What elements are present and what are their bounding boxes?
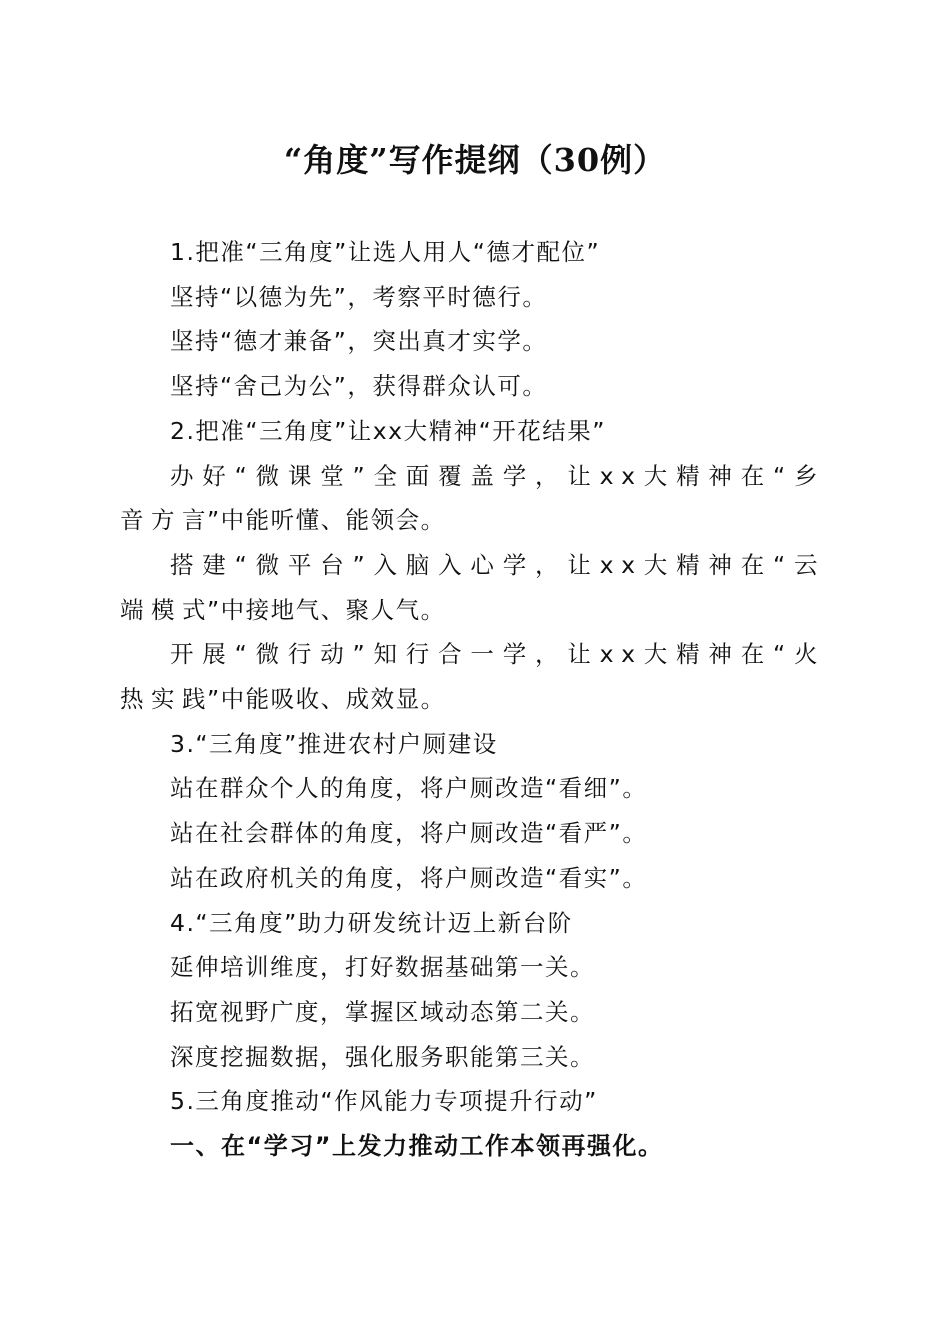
section-heading: 4.“三角度”助力研发统计迈上新台阶: [170, 908, 573, 937]
section-heading: 1.把准“三角度”让选人用人“德才配位”: [170, 238, 601, 266]
paragraph: 坚持“舍己为公”，获得群众认可。: [170, 372, 548, 401]
paragraph-line: 式”中接地气、聚人气。: [182, 595, 446, 624]
paragraph: [120, 632, 825, 721]
section-heading: 2.把准“三角度”让xx大精神“开花结果”: [170, 416, 606, 445]
paragraph-line: 开展“微行动”知行合一学，让xx大精神在“火热实: [120, 640, 825, 714]
document-title: “角度”写作提纲（30例）: [283, 141, 667, 179]
paragraph: 站在社会群体的角度，将户厕改造“看严”。: [170, 819, 648, 848]
paragraph-line: 搭建“微平台”入脑入心学，让xx大精神在“云端模: [120, 550, 825, 624]
paragraph: 坚持“德才兼备”，突出真才实学。: [170, 327, 548, 356]
paragraph: 坚持“以德为先”，考察平时德行。: [170, 282, 548, 311]
paragraph-line: 践”中能吸收、成效显。: [182, 685, 446, 714]
paragraph: 站在政府机关的角度，将户厕改造“看实”。: [170, 863, 648, 892]
document-body: [120, 230, 825, 1169]
section-heading: 3.“三角度”推进农村户厕建设: [170, 729, 498, 758]
paragraph: [120, 543, 825, 632]
paragraph-line: 言”中能听懂、能领会。: [182, 506, 446, 535]
paragraph: 拓宽视野广度，掌握区域动态第二关。: [170, 997, 595, 1026]
paragraph: 延伸培训维度，打好数据基础第一关。: [170, 953, 595, 982]
paragraph: [120, 454, 825, 543]
paragraph: 深度挖掘数据，强化服务职能第三关。: [170, 1042, 595, 1071]
subsection-heading: 一、在“学习”上发力推动工作本领再强化。: [170, 1132, 664, 1161]
section-heading: 5.三角度推动“作风能力专项提升行动”: [170, 1087, 598, 1116]
paragraph-line: 办好“微课堂”全面覆盖学，让xx大精神在“乡音方: [120, 461, 825, 535]
paragraph: 站在群众个人的角度，将户厕改造“看细”。: [170, 774, 648, 803]
